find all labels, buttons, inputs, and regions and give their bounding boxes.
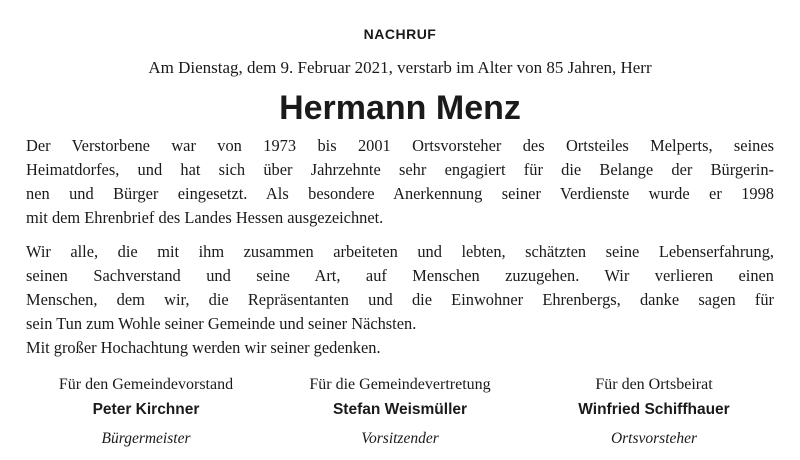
signature-name: Peter Kirchner [92, 401, 200, 418]
text-line: Heimatdorfes, und hat sich über Jahrzehnte sehr engagiert für die Belange der Bürgerin- [26, 160, 774, 179]
signature-name: Winfried Schiffhauer [578, 401, 730, 418]
deceased-name: Hermann Menz [279, 89, 521, 127]
text-line: sein Tun zum Wohle seiner Gemeinde und seiner Nächsten. [26, 314, 417, 333]
text-line: Mit großer Hochachtung werden wir seiner gedenken. [26, 338, 381, 357]
signature-block [26, 374, 774, 450]
signature-name: Stefan Weismüller [332, 401, 468, 418]
text-line: mit dem Ehrenbrief des Landes Hessen ausgezeichnet. [26, 208, 384, 227]
signature-role: Für den Ortsbeirat [595, 376, 713, 393]
intro-text: Am Dienstag, dem 9. Februar 2021, verstarb im Alter von 85 Jahren, Herr [148, 58, 652, 77]
signature-ortsbeirat [534, 374, 774, 450]
signature-gemeindevorstand [26, 374, 266, 450]
signature-gemeindevertretung [280, 374, 520, 450]
paragraph-tribute [26, 240, 774, 360]
text-line: Der Verstorbene war von 1973 bis 2001 Ortsvorsteher des Ortsteiles Melperts, seines [26, 136, 774, 155]
text-line: Menschen, dem wir, die Repräsentanten und die Einwohner Ehrenbergs, danke sagen für [26, 290, 774, 309]
signature-title: Vorsitzender [361, 430, 439, 447]
notice-heading: NACHRUF [363, 26, 437, 42]
paragraph-career [26, 134, 774, 230]
signature-role: Für die Gemeindevertretung [309, 376, 491, 393]
signature-title: Bürgermeister [101, 430, 191, 447]
signature-role: Für den Gemeindevorstand [58, 376, 234, 393]
text-line: seinen Sachverstand und seine Art, auf Menschen zuzugehen. Wir verlieren einen [26, 266, 774, 285]
text-line: nen und Bürger eingesetzt. Als besondere Anerkennung seiner Verdienste wurde er 1998 [26, 184, 774, 203]
text-line: Wir alle, die mit ihm zusammen arbeiteten und lebten, schätzten seine Lebenserfahrung, [26, 242, 774, 261]
signature-title: Ortsvorsteher [610, 430, 698, 447]
